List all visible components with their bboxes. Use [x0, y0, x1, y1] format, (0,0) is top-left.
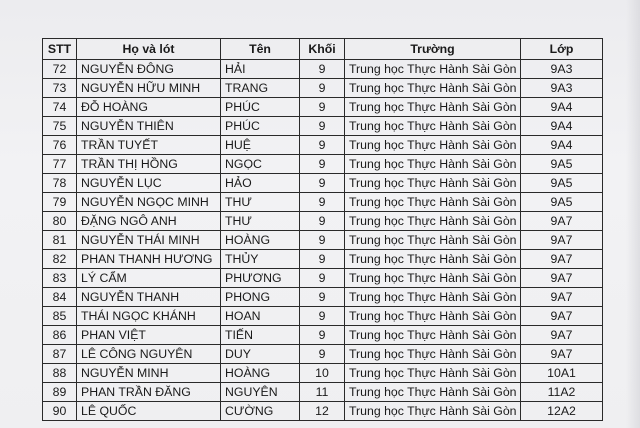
table-row: [43, 269, 603, 288]
cell-ho-va-lot: NGUYỄN MINH: [77, 364, 221, 383]
cell-lop: 9A3: [521, 60, 603, 79]
cell-stt: 90: [43, 402, 77, 421]
table-row: [43, 364, 603, 383]
cell-stt: 85: [43, 307, 77, 326]
cell-ten: HOÀNG: [221, 231, 300, 250]
cell-ho-va-lot: NGUYỄN NGỌC MINH: [77, 193, 221, 212]
cell-khoi: 9: [300, 345, 345, 364]
cell-lop: 9A7: [521, 212, 603, 231]
header-ho-va-lot: Họ và lót: [77, 39, 221, 60]
cell-khoi: 9: [300, 231, 345, 250]
cell-stt: 82: [43, 250, 77, 269]
cell-stt: 87: [43, 345, 77, 364]
cell-truong: Trung học Thực Hành Sài Gòn: [345, 345, 521, 364]
cell-lop: 9A5: [521, 155, 603, 174]
cell-stt: 77: [43, 155, 77, 174]
cell-truong: Trung học Thực Hành Sài Gòn: [345, 326, 521, 345]
cell-lop: 9A4: [521, 136, 603, 155]
cell-ten: THƯ: [221, 212, 300, 231]
cell-truong: Trung học Thực Hành Sài Gòn: [345, 98, 521, 117]
cell-ten: HUỆ: [221, 136, 300, 155]
cell-ho-va-lot: LÊ CÔNG NGUYÊN: [77, 345, 221, 364]
cell-stt: 88: [43, 364, 77, 383]
cell-khoi: 9: [300, 212, 345, 231]
cell-lop: 9A4: [521, 117, 603, 136]
cell-ten: CƯỜNG: [221, 402, 300, 421]
cell-ten: TIẾN: [221, 326, 300, 345]
cell-truong: Trung học Thực Hành Sài Gòn: [345, 402, 521, 421]
cell-ten: NGUYÊN: [221, 383, 300, 402]
cell-stt: 74: [43, 98, 77, 117]
cell-stt: 89: [43, 383, 77, 402]
cell-lop: 9A7: [521, 345, 603, 364]
cell-truong: Trung học Thực Hành Sài Gòn: [345, 269, 521, 288]
cell-khoi: 9: [300, 98, 345, 117]
cell-khoi: 9: [300, 117, 345, 136]
cell-stt: 86: [43, 326, 77, 345]
cell-truong: Trung học Thực Hành Sài Gòn: [345, 250, 521, 269]
cell-lop: 9A7: [521, 326, 603, 345]
cell-stt: 75: [43, 117, 77, 136]
cell-ho-va-lot: PHAN VIỆT: [77, 326, 221, 345]
cell-ten: HẢI: [221, 60, 300, 79]
cell-khoi: 9: [300, 269, 345, 288]
table-row: [43, 98, 603, 117]
cell-khoi: 12: [300, 402, 345, 421]
header-khoi: Khối: [300, 39, 345, 60]
cell-lop: 9A4: [521, 98, 603, 117]
cell-stt: 84: [43, 288, 77, 307]
table-row: [43, 79, 603, 98]
cell-stt: 80: [43, 212, 77, 231]
cell-truong: Trung học Thực Hành Sài Gòn: [345, 117, 521, 136]
table-row: [43, 250, 603, 269]
cell-ten: HOÀNG: [221, 364, 300, 383]
cell-ho-va-lot: TRẦN TUYẾT: [77, 136, 221, 155]
cell-khoi: 9: [300, 307, 345, 326]
cell-ho-va-lot: NGUYỄN LỤC: [77, 174, 221, 193]
cell-truong: Trung học Thực Hành Sài Gòn: [345, 155, 521, 174]
cell-ten: NGỌC: [221, 155, 300, 174]
header-lop: Lớp: [521, 39, 603, 60]
table-row: [43, 212, 603, 231]
cell-ho-va-lot: NGUYỄN ĐÔNG: [77, 60, 221, 79]
cell-stt: 79: [43, 193, 77, 212]
cell-khoi: 9: [300, 155, 345, 174]
header-stt: STT: [43, 39, 77, 60]
table-row: [43, 326, 603, 345]
table-row: [43, 288, 603, 307]
cell-ho-va-lot: NGUYỄN THIÊN: [77, 117, 221, 136]
header-truong: Trường: [345, 39, 521, 60]
cell-truong: Trung học Thực Hành Sài Gòn: [345, 212, 521, 231]
cell-khoi: 10: [300, 364, 345, 383]
cell-lop: 10A1: [521, 364, 603, 383]
table-row: [43, 117, 603, 136]
cell-stt: 73: [43, 79, 77, 98]
cell-lop: 9A5: [521, 193, 603, 212]
cell-stt: 78: [43, 174, 77, 193]
cell-truong: Trung học Thực Hành Sài Gòn: [345, 307, 521, 326]
cell-ten: PHÚC: [221, 98, 300, 117]
cell-lop: 9A5: [521, 174, 603, 193]
cell-ten: THỦY: [221, 250, 300, 269]
cell-ten: PHƯƠNG: [221, 269, 300, 288]
cell-khoi: 9: [300, 174, 345, 193]
table-row: [43, 231, 603, 250]
cell-khoi: 9: [300, 136, 345, 155]
cell-ho-va-lot: PHAN TRẦN ĐĂNG: [77, 383, 221, 402]
cell-ho-va-lot: NGUYỄN THÁI MINH: [77, 231, 221, 250]
table-row: [43, 174, 603, 193]
cell-stt: 83: [43, 269, 77, 288]
cell-ho-va-lot: NGUYỄN THANH: [77, 288, 221, 307]
cell-lop: 12A2: [521, 402, 603, 421]
table-row: [43, 155, 603, 174]
cell-lop: 11A2: [521, 383, 603, 402]
cell-khoi: 9: [300, 60, 345, 79]
table-row: [43, 136, 603, 155]
table-row: [43, 193, 603, 212]
cell-stt: 76: [43, 136, 77, 155]
cell-ten: PHÚC: [221, 117, 300, 136]
cell-ten: TRANG: [221, 79, 300, 98]
table-row: [43, 345, 603, 364]
cell-stt: 81: [43, 231, 77, 250]
cell-ho-va-lot: LÝ CẨM: [77, 269, 221, 288]
cell-lop: 9A3: [521, 79, 603, 98]
cell-ten: HOAN: [221, 307, 300, 326]
page-edge-shadow: [626, 0, 640, 428]
cell-truong: Trung học Thực Hành Sài Gòn: [345, 193, 521, 212]
cell-khoi: 9: [300, 250, 345, 269]
table-row: [43, 60, 603, 79]
cell-truong: Trung học Thực Hành Sài Gòn: [345, 79, 521, 98]
table-body: [43, 60, 603, 421]
table-row: [43, 402, 603, 421]
cell-truong: Trung học Thực Hành Sài Gòn: [345, 136, 521, 155]
header-ten: Tên: [221, 39, 300, 60]
cell-khoi: 9: [300, 326, 345, 345]
cell-ho-va-lot: TRẦN THỊ HỒNG: [77, 155, 221, 174]
cell-ten: PHONG: [221, 288, 300, 307]
cell-lop: 9A7: [521, 307, 603, 326]
cell-lop: 9A7: [521, 269, 603, 288]
cell-lop: 9A7: [521, 250, 603, 269]
cell-ho-va-lot: LÊ QUỐC: [77, 402, 221, 421]
cell-khoi: 9: [300, 288, 345, 307]
cell-stt: 72: [43, 60, 77, 79]
cell-ho-va-lot: ĐỖ HOÀNG: [77, 98, 221, 117]
cell-ho-va-lot: THÁI NGỌC KHÁNH: [77, 307, 221, 326]
cell-ten: HẢO: [221, 174, 300, 193]
cell-ho-va-lot: PHAN THANH HƯƠNG: [77, 250, 221, 269]
cell-khoi: 11: [300, 383, 345, 402]
cell-ten: THƯ: [221, 193, 300, 212]
cell-truong: Trung học Thực Hành Sài Gòn: [345, 383, 521, 402]
cell-truong: Trung học Thực Hành Sài Gòn: [345, 231, 521, 250]
cell-truong: Trung học Thực Hành Sài Gòn: [345, 364, 521, 383]
cell-ho-va-lot: ĐẶNG NGÔ ANH: [77, 212, 221, 231]
cell-truong: Trung học Thực Hành Sài Gòn: [345, 288, 521, 307]
cell-khoi: 9: [300, 193, 345, 212]
cell-truong: Trung học Thực Hành Sài Gòn: [345, 174, 521, 193]
cell-truong: Trung học Thực Hành Sài Gòn: [345, 60, 521, 79]
cell-ten: DUY: [221, 345, 300, 364]
cell-ho-va-lot: NGUYỄN HỮU MINH: [77, 79, 221, 98]
student-table: [42, 38, 603, 421]
cell-lop: 9A7: [521, 231, 603, 250]
cell-lop: 9A7: [521, 288, 603, 307]
cell-khoi: 9: [300, 79, 345, 98]
table-row: [43, 383, 603, 402]
table-header-row: [43, 39, 603, 60]
table-row: [43, 307, 603, 326]
